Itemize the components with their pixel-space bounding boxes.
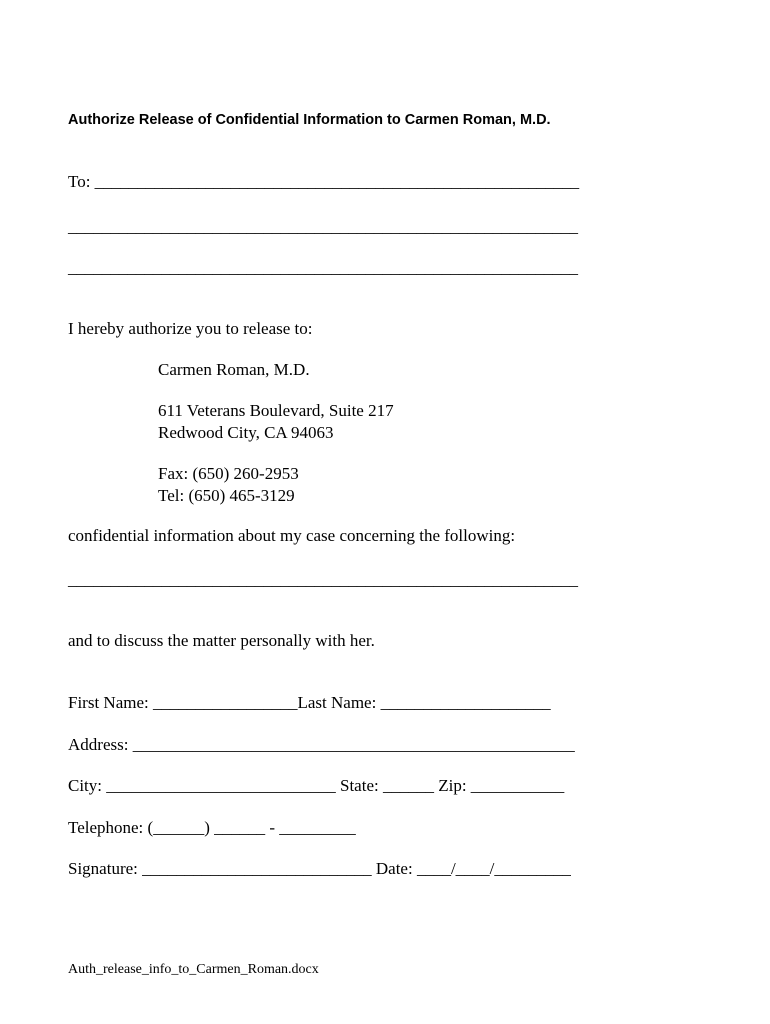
authorize-statement: I hereby authorize you to release to: [68, 319, 313, 338]
document-title: Authorize Release of Confidential Information to Carmen Roman, M.D. [68, 112, 551, 128]
footer-filename: Auth_release_info_to_Carmen_Roman.docx [68, 962, 319, 977]
discuss-statement: and to discuss the matter personally with her. [68, 631, 375, 650]
confidential-statement: confidential information about my case concerning the following: [68, 526, 516, 545]
signature-date-field-line: Signature: ___________________________ Date: ____/____/_________ [68, 859, 571, 878]
recipient-tel: Tel: (650) 465-3129 [158, 486, 295, 505]
telephone-field-line: Telephone: (______) ______ - _________ [68, 818, 356, 837]
to-blank-line-2: ____________________________________________________________ [68, 217, 578, 236]
to-blank-line-3: ____________________________________________________________ [68, 258, 578, 277]
to-line: To: _________________________________________________________ [68, 172, 580, 191]
address-field-line: Address: ____________________________________________________ [68, 735, 575, 754]
name-field-line: First Name: _________________Last Name: ____________________ [68, 693, 551, 712]
city-state-zip-field-line: City: ___________________________ State: ______ Zip: ___________ [68, 776, 565, 795]
recipient-address-line2: Redwood City, CA 94063 [158, 423, 334, 442]
recipient-fax: Fax: (650) 260-2953 [158, 464, 299, 483]
concerning-blank-line: ____________________________________________________________ [68, 570, 578, 589]
recipient-address-line1: 611 Veterans Boulevard, Suite 217 [158, 401, 394, 420]
recipient-name: Carmen Roman, M.D. [158, 360, 310, 379]
